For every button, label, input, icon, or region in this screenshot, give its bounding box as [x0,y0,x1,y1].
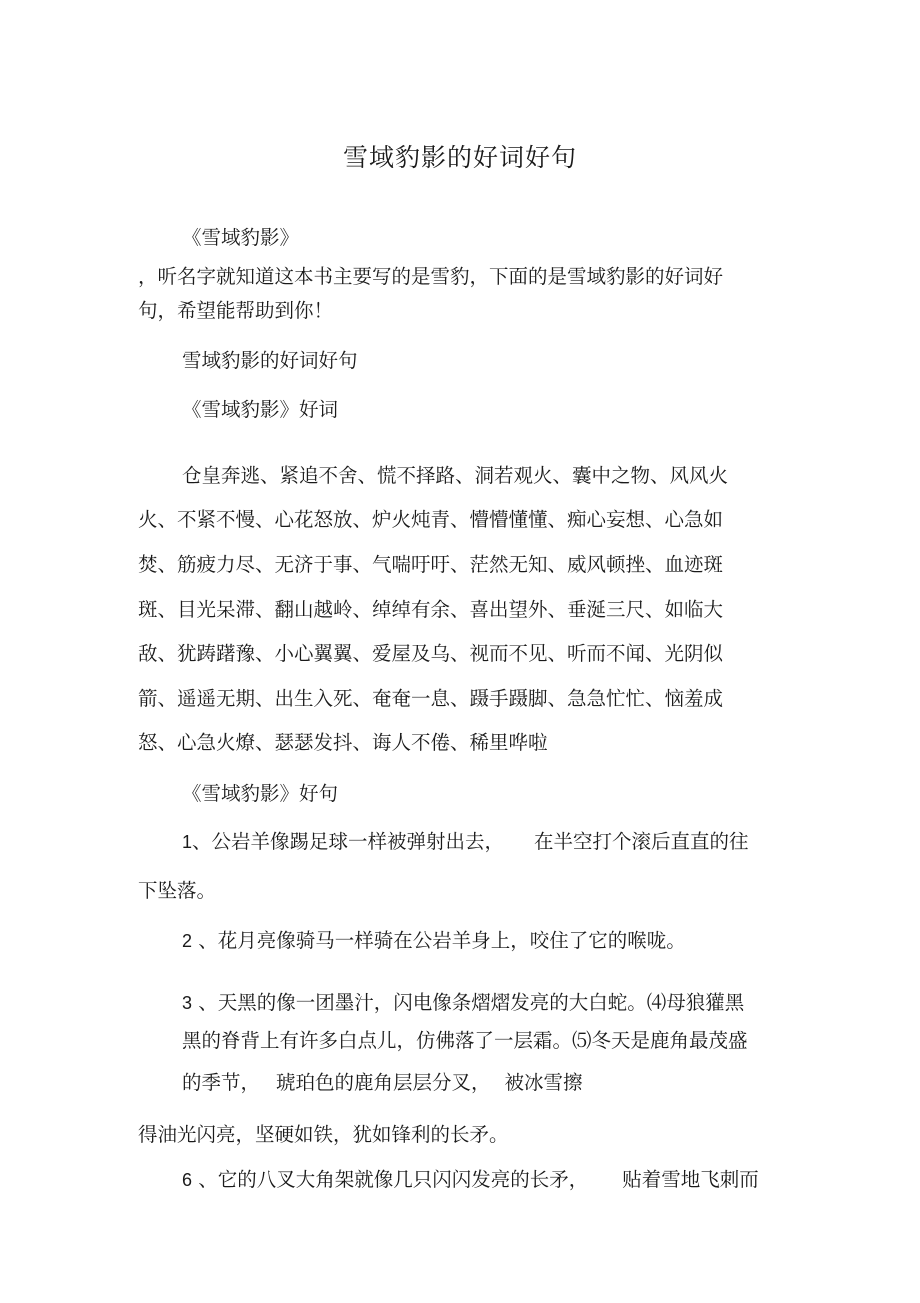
sentence-3-line-1 [182,989,822,1017]
sentence-3-text-a: 、天黑的像一团墨汁，闪电像条熠熠发亮的大白蛇。⑷母狼獾黑 [192,991,745,1014]
words-line-4: 斑、目光呆滞、翻山越岭、绰绰有余、喜出望外、垂涎三尺、如临大 [138,598,724,621]
words-line-5: 敌、犹踌躇豫、小心翼翼、爱屋及乌、视而不见、听而不闻、光阴似 [138,642,724,665]
sentence-3-text-c3: 被冰雪擦 [504,1071,583,1094]
sentence-1-text-a: 、公岩羊像踢足球一样被弹射出去， [192,830,505,853]
intro-line-2: 句，希望能帮助到你！ [138,299,334,322]
sentence-1-line-1 [182,828,822,856]
sentence-1-number: 1 [182,832,193,852]
sentence-2-number: 2 [182,931,193,951]
sentence-2 [182,927,822,955]
sentence-1-text-b: 在半空打个滚后直直的往 [534,830,749,853]
heading-good-words: 《雪域豹影》好词 [182,398,339,421]
book-title: 《雪域豹影》 [182,226,300,249]
words-line-6: 箭、遥遥无期、出生入死、奄奄一息、蹑手蹑脚、急急忙忙、恼羞成 [138,687,724,710]
sentence-1-line-2: 下坠落。 [138,879,217,902]
sentence-2-text: 、花月亮像骑马一样骑在公岩羊身上，咬住了它的喉咙。 [192,929,686,952]
sentence-3-text-c2: 琥珀色的鹿角层层分叉， [276,1071,491,1094]
heading-good-sentences: 《雪域豹影》好句 [182,782,339,805]
heading-main: 雪域豹影的好词好句 [182,349,358,372]
words-line-2: 火、不紧不慢、心花怒放、炉火炖青、懵懵懂懂、痴心妄想、心急如 [138,508,724,531]
sentence-3-line-2: 黑的脊背上有许多白点儿，仿佛落了一层霜。⑸冬天是鹿角最茂盛 [182,1029,748,1052]
intro-line-1: ，听名字就知道这本书主要写的是雪豹，下面的是雪域豹影的好词好 [138,265,724,288]
page-title: 雪域豹影的好词好句 [342,143,577,172]
sentence-6-number: 6 [182,1170,193,1190]
sentence-3-number: 3 [182,993,193,1013]
sentence-6-text-b: 贴着雪地飞刺而 [622,1168,759,1191]
sentence-3-line-4: 得油光闪亮，坚硬如铁，犹如锋利的长矛。 [138,1123,509,1146]
words-line-1: 仓皇奔逃、紧追不舍、慌不择路、洞若观火、囊中之物、风风火 [182,464,729,487]
words-line-7: 怒、心急火燎、瑟瑟发抖、诲人不倦、稀里哗啦 [138,731,548,754]
sentence-6-line-1 [182,1166,822,1194]
sentence-3-line-3 [182,1069,822,1097]
sentence-6-text-a: 、它的八叉大角架就像几只闪闪发亮的长矛， [192,1168,589,1191]
words-line-3: 焚、筋疲力尽、无济于事、气喘吁吁、茫然无知、威风顿挫、血迹斑 [138,553,724,576]
sentence-3-text-c1: 的季节， [182,1071,261,1094]
